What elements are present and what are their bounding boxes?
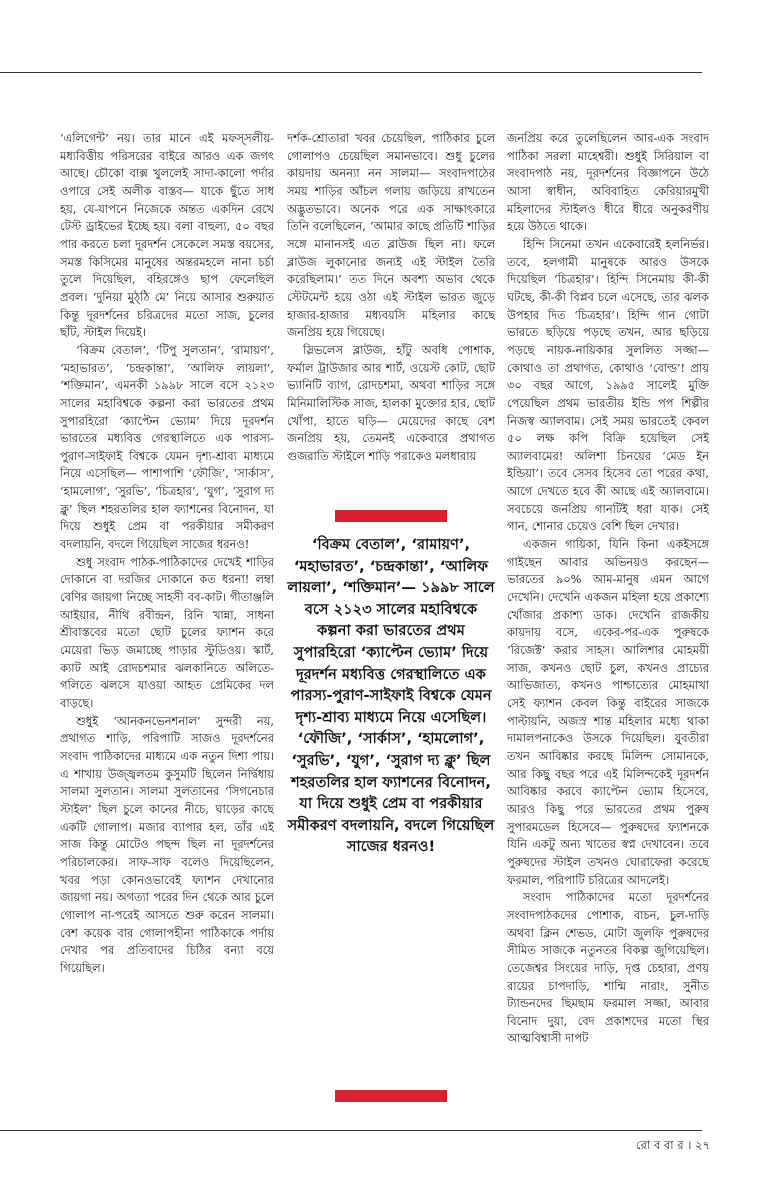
- pull-quote-text: ‘বিক্রম বেতাল’, ‘রামায়ণ’, ‘মহাভারত’, ‘চন্দ্রকান্তা’, ‘আলিফ লায়লা’, ‘শক্তিমান’— ১৯৯৮ সালে বসে ২১২৩ সালের মহাবিশ্বকে কল্পনা করা ভারতের প্রথম সুপারহিরো ‘ক্যাপ্টেন ভ্যোম’ দিয়ে দূরদর্শন মধ্যবিত্ত গেরস্থালিতে এক পারস্য-পুরাণ-সাইফাই বিশ্বকে যেমন দৃশ্য-শ্রাব্য মাধ্যমে নিয়ে এসেছিল। ‘ফৌজি’, ‘সার্কাস’, ‘হামলোগ’, ‘সুরভি’, ‘যুগ’, ‘সুরাগ দ্য ক্লু’ ছিল শহরতলির হাল ফ্যাশনের বিনোদন, যা দিয়ে শুধুই প্রেম বা পরকীয়ার সমীকরণ বদলায়নি, বদলে গিয়েছিল সাজের ধরনও!: [287, 536, 495, 856]
- paragraph: ‘এলিগেন্ট’ নয়। তার মানে এই মফস্‌সলীয়-মধ্যবিত্তীয় পরিসরের বাইরে আরও এক জগৎ আছে। চৌকো বাক্স খুললেই সাদা-কালো পর্দার ওপারে সেই অলীক বাস্তব— যাকে ছুঁতে সাধ হয়, যে-যাপনে নিজেকে অন্তত একদিন রেখে টেস্ট ড্রাইভের ইচ্ছে হয়। বলা বাহুল্য, ৫০ বছর পার করতে চলা দূরদর্শন সেকেলে সমস্ত বয়সের, সমস্ত কিসিমের মানুষের অন্তরমহলে নানা চর্চা তুলে দিয়েছিল, বহিরঙ্গেও ছাপ ফেলেছিল প্রবল। ‘দুনিয়া মুঠ্‌ঠি মে’ নিয়ে আসার শুরুয়াত কিন্তু দূরদর্শনের চরিত্রদের মতো সাজ, চুলের ছাঁট, স্টাইল দিয়েই।: [60, 131, 274, 340]
- paragraph: শুধু সংবাদ পাঠক-পাঠিকাদের দেখেই শাড়ির দোকানে বা দরজির দোকানে কত ধরনা! লম্বা বেণির জায়গা নিচ্ছে সাহসী বব-কাট। গীতাঞ্জলি আইয়ার, নীথি রবীন্দ্রন, রিনি খান্না, সাধনা শ্রীবাস্তবের মতো ছোট চুলের ফ্যাশন করে মেয়েরা ভিড় জমাচ্ছে পাড়ার স্টুডিওয়। স্কার্ট, ক্যাট আই রোদচশমার ঝলকানিতে অলিতে-গলিতে ঝলসে যাওয়া আহত প্রেমিকের দল বাড়ছে।: [60, 554, 274, 710]
- page-folio: রো ব বা র । ২৭: [635, 1138, 710, 1152]
- article-column-1: [60, 130, 274, 1120]
- paragraph: হিন্দি সিনেমা তখন একেবারেই হলনির্ভর। তবে, হলগামী মানুষকে আরও উসকে দিয়েছিল ‘চিত্রহার’। হিন্দি সিনেমায় কী-কী ঘটছে, কী-কী বিপ্লব চলে এসেছে, তার ঝলক উপহার দিত ‘চিত্রহার’। হিন্দি গান গোটা ভারতে ছড়িয়ে পড়ছে তখন, আর ছড়িয়ে পড়ছে নায়ক-নায়িকার সুললিত সজ্জা— কোথাও তা প্রথাগত, কোথাও ‘বোল্ড’! প্রায় ৩০ বছর আগে, ১৯৯৫ সালেই মুক্তি পেয়েছিল প্রথম ভারতীয় ইন্ডি পপ শিল্পীর নিজস্ব অ্যালবাম। সেই সময় ভারতেই কেবল ৫০ লক্ষ কপি বিক্রি হয়েছিল সেই অ্যালবামের! অলিশা চিনয়ের ‘মেড ইন ইন্ডিয়া’। তবে সেসব হিসেব তো পরের কথা, আগে দেখতে হবে কী আছে এই অ্যালবামে। সবচেয়ে জনপ্রিয় গানটিই ধরা যাক। সেই গান, শোনার চেয়েও বেশি ছিল দেখার।: [507, 236, 709, 534]
- article-column-3: [507, 130, 709, 1120]
- top-rule: [0, 72, 702, 73]
- bottom-rule: [0, 1130, 702, 1131]
- paragraph: শুধুই ‘আনকনভেনশনাল’ সুন্দরী নয়, প্রথাগত শাড়ি, পরিপাটি সাজও দূরদর্শনের সংবাদ পাঠিকাদের মাধ্যমে এক নতুন দিশা পায়। এ শাখায় উজ্জ্বলতম কুসুমটি ছিলেন নির্দ্বিধায় সালমা সুলতান। সালমা সুলতানের ‘সিগনেচার স্টাইল’ ছিল চুলে কানের নীচে, ঘাড়ের কাছে একটি গোলাপ। মজার ব্যাপার হল, তাঁর এই সাজ কিন্তু মোটেও পছন্দ ছিল না দূরদর্শনের পরিচালকের। সাফ-সাফ বলেও দিয়েছিলেন, খবর পড়া কোনওভাবেই ফ্যাশন দেখানোর জায়গা নয়। অগত্যা পরের দিন থেকে আর চুলে গোলাপ না-পরেই আসতে শুরু করেন সালমা। বেশ কয়েক বার গোলাপহীনা পাঠিকাকে পর্দায় দেখার পর প্রতিবাদের চিঠির বন্যা বয়ে গিয়েছিল।: [60, 713, 274, 975]
- pull-quote-box: [287, 510, 495, 1086]
- paragraph: দর্শক-শ্রোতারা খবর চেয়েছিল, পাঠিকার চুলে গোলাপও চেয়েছিল সমানভাবে। শুধু চুলের কায়দায় অনন্যা নন সালমা— সংবাদপাঠের সময় শাড়ির আঁচল গলায় জড়িয়ে রাখতেন অদ্ভুতভাবে। অনেক পরে এক সাক্ষাৎকারে তিনি বলেছিলেন, ‘আমার কাছে প্রতিটি শাড়ির সঙ্গে মানানসই এত ব্লাউজ ছিল না। ফলে ব্লাউজ লুকানোর জন্যই এই স্টাইল তৈরি করেছিলাম।’ তত দিনে অবশ্য অভাব থেকে স্টেটমেন্ট হয়ে ওঠা এই স্টাইল ভারত জুড়ে হাজার-হাজার মধ্যবয়সি মহিলার কাছে জনপ্রিয় হয়ে গিয়েছে।: [287, 131, 495, 340]
- article-column-2: [287, 130, 495, 502]
- paragraph: একজন গায়িকা, যিনি কিনা একইসঙ্গে গাইছেন আবার অভিনয়ও করছেন— ভারতের ৯০% আম-মানুষ এমন আগে দেখেনি। দেখেনি একজন মহিলা হয়ে প্রকাশ্যে খোঁজার প্রকাশ্য ডাক। দেখেনি রাজকীয় কায়দায় বসে, একের-পর-এক পুরুষকে ‘রিজেক্ট’ করার সাহস। আলিশার মোহময়ী সাজ, কখনও ছোট চুল, কখনও প্রাচ্যের আভিজাত্য, কখনও পাশ্চাত্যের মোহমাখা সেই ফ্যাশন কেবল কিন্তু বাইরের সাজকে পাল্টায়নি, অজস্র শান্ত মহিলার মধ্যে থাকা দামালপনাকেও উসকে দিয়েছিল। যুবতীরা তখন আবিষ্কার করছে মিলিন্দ সোমানকে, আর কিছু বছর পরে এই মিলিন্দকেই দূরদর্শন আবিষ্কার করবে ক্যাপ্টেন ভ্যোম হিসেবে, আরও কিছু পরে ভারতের প্রথম পুরুষ সুপারমডেল হিসেবে— পুরুষদের ফ্যাশনকে যিনি একটু অন্য খাতের স্বপ্ন দেখাবেন। তবে পুরুষদের স্টাইল তখনও ঘোরাফেরা করেছে ফরমাল, পরিপাটি চরিত্রের আদলেই।: [507, 537, 709, 887]
- pull-quote-bottom-bar: [335, 1090, 447, 1102]
- paragraph: ‘বিক্রম বেতাল’, ‘টিপু সুলতান’, ‘রামায়ণ’, ‘মহাভারত’, ‘চন্দ্রকান্তা’, ‘আলিফ লায়লা’, ‘শক্তিমান’, এমনকী ১৯৯৮ সালে বসে ২১২৩ সালের মহাবিশ্বকে কল্পনা করা ভারতের প্রথম সুপারহিরো ‘ক্যাপ্টেন ভ্যোম’ দিয়ে দূরদর্শন ভারতের মধ্যবিত্ত গেরস্থালিতে এক পারস্য-পুরাণ-সাইফাই বিশ্বকে যেমন দৃশ্য-শ্রাব্য মাধ্যমে নিয়ে এসেছিল— পাশাপাশি ‘ফৌজি’, ‘সার্কাস’, ‘হামলোগ’, ‘সুরভি’, ‘চিত্রহার’, ‘যুগ’, ‘সুরাগ দ্য ক্লু’ ছিল শহরতলির হাল ফ্যাশনের বিনোদন, যা দিয়ে শুধুই প্রেম বা পরকীয়ার সমীকরণ বদলায়নি, বদলে গিয়েছিল সাজের ধরনও!: [60, 342, 274, 552]
- pull-quote-top-bar: [335, 510, 447, 522]
- paragraph: স্লিভলেস ব্লাউজ, হাঁটু অবধি পোশাক, ফর্মাল ট্রাউজার আর শার্ট, ওয়েস্ট কোট, ছোট ভ্যানিটি ব্যাগ, রোদচশমা, অথবা শাড়ির সঙ্গে মিনিমালিস্টিক সাজ, হালকা মুক্তোর হার, ছোট খোঁপা, হাতে ঘড়ি— মেয়েদের কাছে বেশ জনপ্রিয় হয়, তেমনই একেবারে প্রথাগত গুজরাতি স্টাইলে শাড়ি পরাকেও মলধারায়: [287, 342, 495, 463]
- paragraph: সংবাদ পাঠিকাদের মতো দূরদর্শনের সংবাদপাঠকদের পোশাক, বাচন, চুল-দাড়ি অথবা ক্লিন শেভড, মোটা জুলফি পুরুষদের সীমিত সাজকে নতুনতর বিকল্প জুগিয়েছিল। তেজেশ্বর সিংয়ের দাড়ি, দৃপ্ত চেহারা, প্রণয় রায়ের চাপদাড়ি, শান্মি নারাং, সুনীত ট্যান্ডনদের ছিমছাম ফরমাল সজ্জা, আবার বিনোদ দুয়া, বেদ প্রকাশদের মতো স্থির আত্মবিশ্বাসী দাপট: [507, 890, 709, 1046]
- paragraph: জনপ্রিয় করে তুলেছিলেন আর-এক সংবাদ পাঠিকা সরলা মাহেশ্বরী। শুধুই সিরিয়াল বা সংবাদপাঠ নয়, দূরদর্শনের বিজ্ঞাপনে উঠে আসা স্বাধীন, অবিবাহিত কেরিয়ারমুখী মহিলাদের স্টাইলও ধীরে ধীরে অনুকরণীয় হয়ে উঠতে থাকে।: [507, 131, 709, 234]
